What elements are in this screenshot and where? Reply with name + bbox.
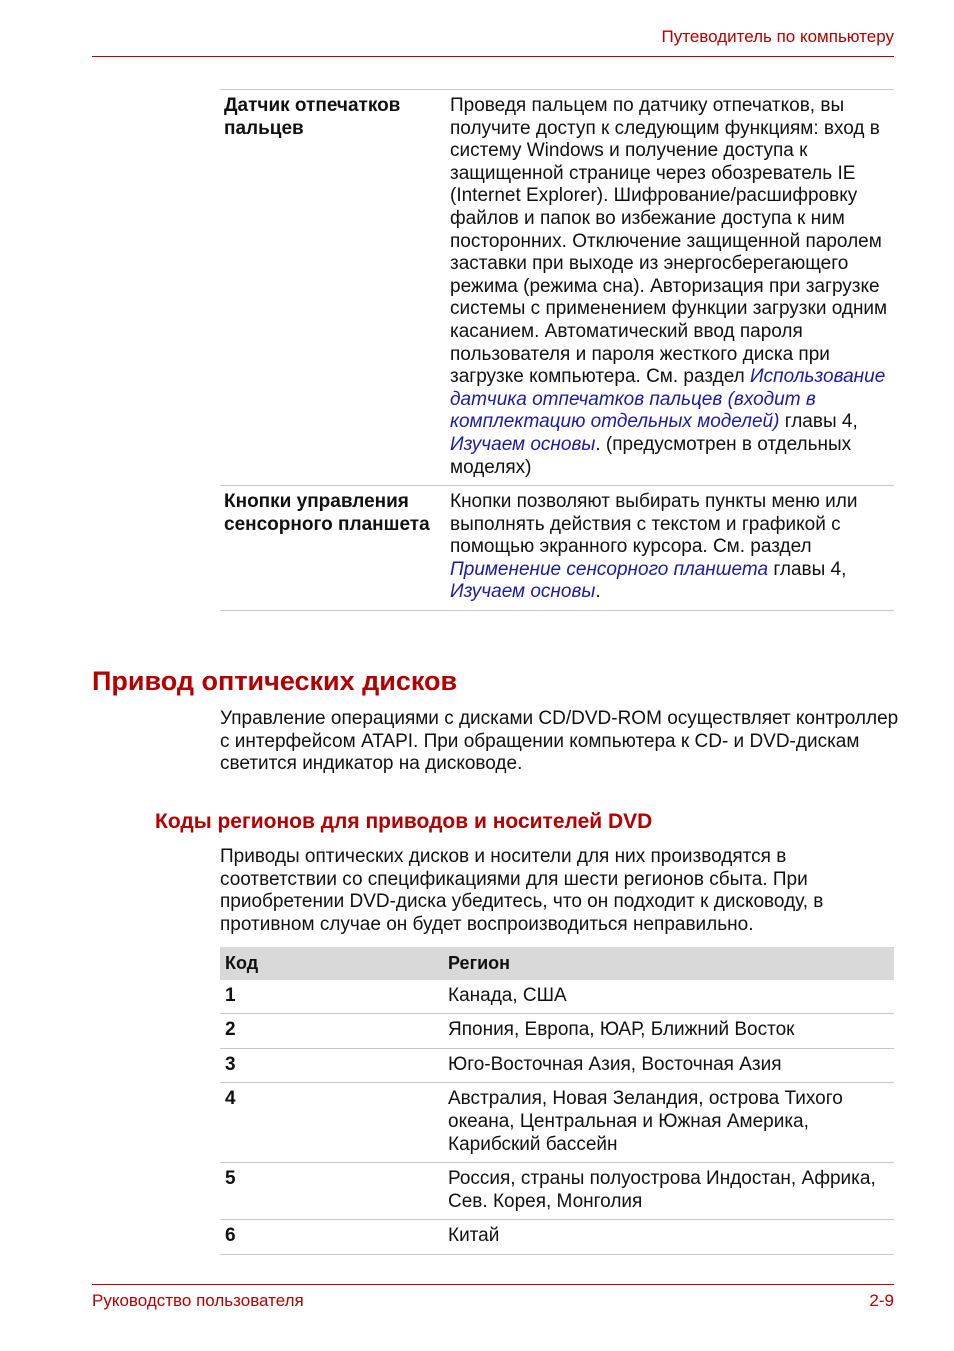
- feature-description: [446, 486, 894, 611]
- feature-term: Кнопки управления сенсорного планшета: [220, 486, 446, 611]
- page-number: 2-9: [869, 1291, 894, 1310]
- region-code: 6: [220, 1220, 443, 1255]
- region-code: 2: [220, 1014, 443, 1049]
- region-code: 1: [220, 980, 443, 1014]
- table-row: [220, 1014, 894, 1049]
- region-name: Юго-Восточная Азия, Восточная Азия: [443, 1048, 894, 1083]
- table-row: [220, 486, 894, 611]
- region-codes-table: [220, 947, 894, 1255]
- region-name: Китай: [443, 1220, 894, 1255]
- table-row: [220, 1083, 894, 1163]
- region-name: Россия, страны полуострова Индостан, Африка, Сев. Корея, Монголия: [443, 1163, 894, 1220]
- footer-rule: [92, 1284, 894, 1285]
- section-intro: Управление операциями с дисками CD/DVD-ROM осуществляет контроллер с интерфейсом ATAPI. При обращении компьютера к CD- и DVD-дискам светится индикатор на дисководе.: [220, 708, 899, 775]
- feature-description: [446, 90, 894, 486]
- subsection-intro: Приводы оптических дисков и носители для них производятся в соответствии со спецификациями для шести регионов сбыта. При приобретении DVD-диска убедитесь, что он подходит к дисководу, в противном случае он будет воспроизводиться неправильно.: [220, 846, 824, 935]
- column-header-code: Код: [220, 947, 443, 980]
- running-header: Путеводитель по компьютеру: [661, 27, 894, 46]
- description-text: главы 4,: [779, 411, 858, 433]
- cross-reference-link[interactable]: Использование датчика отпечатков пальцев (входит в комплектацию отдельных моделей): [450, 366, 886, 433]
- feature-term: Датчик отпечатков пальцев: [220, 90, 446, 486]
- description-text: главы 4,: [768, 558, 847, 580]
- description-text: .: [595, 581, 601, 603]
- region-code: 3: [220, 1048, 443, 1083]
- description-text: Проведя пальцем по датчику отпечатков, вы получите доступ к следующим функциям: вход в систему Windows и получение доступа к защищенной странице через обозреватель IE (Internet Explorer). Шифрование/расшифровку файлов и папок во избежание доступа к ним посторонних. Отключение защищенной паролем заставки при выходе из энергосберегающего режима (режима сна). Авторизация при загрузке системы с применением функции загрузки одним касанием. Автоматический ввод пароля пользователя и пароля жесткого диска при загрузке компьютера. См. раздел: [450, 95, 888, 388]
- region-code: 4: [220, 1083, 443, 1163]
- region-code: 5: [220, 1163, 443, 1220]
- cross-reference-link[interactable]: Применение сенсорного планшета: [450, 558, 769, 580]
- table-row: [220, 90, 894, 486]
- table-header-row: [220, 947, 894, 980]
- region-name: Япония, Европа, ЮАР, Ближний Восток: [443, 1014, 894, 1049]
- cross-reference-link[interactable]: Изучаем основы: [450, 433, 596, 455]
- section-title: Привод оптических дисков: [92, 666, 458, 696]
- footer-manual-title: Руководство пользователя: [92, 1291, 304, 1310]
- cross-reference-link[interactable]: Изучаем основы: [450, 581, 596, 603]
- table-row: [220, 1048, 894, 1083]
- table-row: [220, 1220, 894, 1255]
- table-row: [220, 1163, 894, 1220]
- description-text: Кнопки позволяют выбирать пункты меню или выполнять действия с текстом и графикой с помощью экранного курсора. См. раздел: [450, 491, 858, 558]
- region-name: Канада, США: [443, 980, 894, 1014]
- region-name: Австралия, Новая Зеландия, острова Тихого океана, Центральная и Южная Америка, Карибский бассейн: [443, 1083, 894, 1163]
- column-header-region: Регион: [443, 947, 894, 980]
- features-table: [220, 89, 894, 611]
- subsection-title: Коды регионов для приводов и носителей DVD: [155, 810, 653, 833]
- header-rule: [92, 56, 894, 57]
- description-text: . (предусмотрен в отдельных моделях): [450, 433, 852, 478]
- table-row: [220, 980, 894, 1014]
